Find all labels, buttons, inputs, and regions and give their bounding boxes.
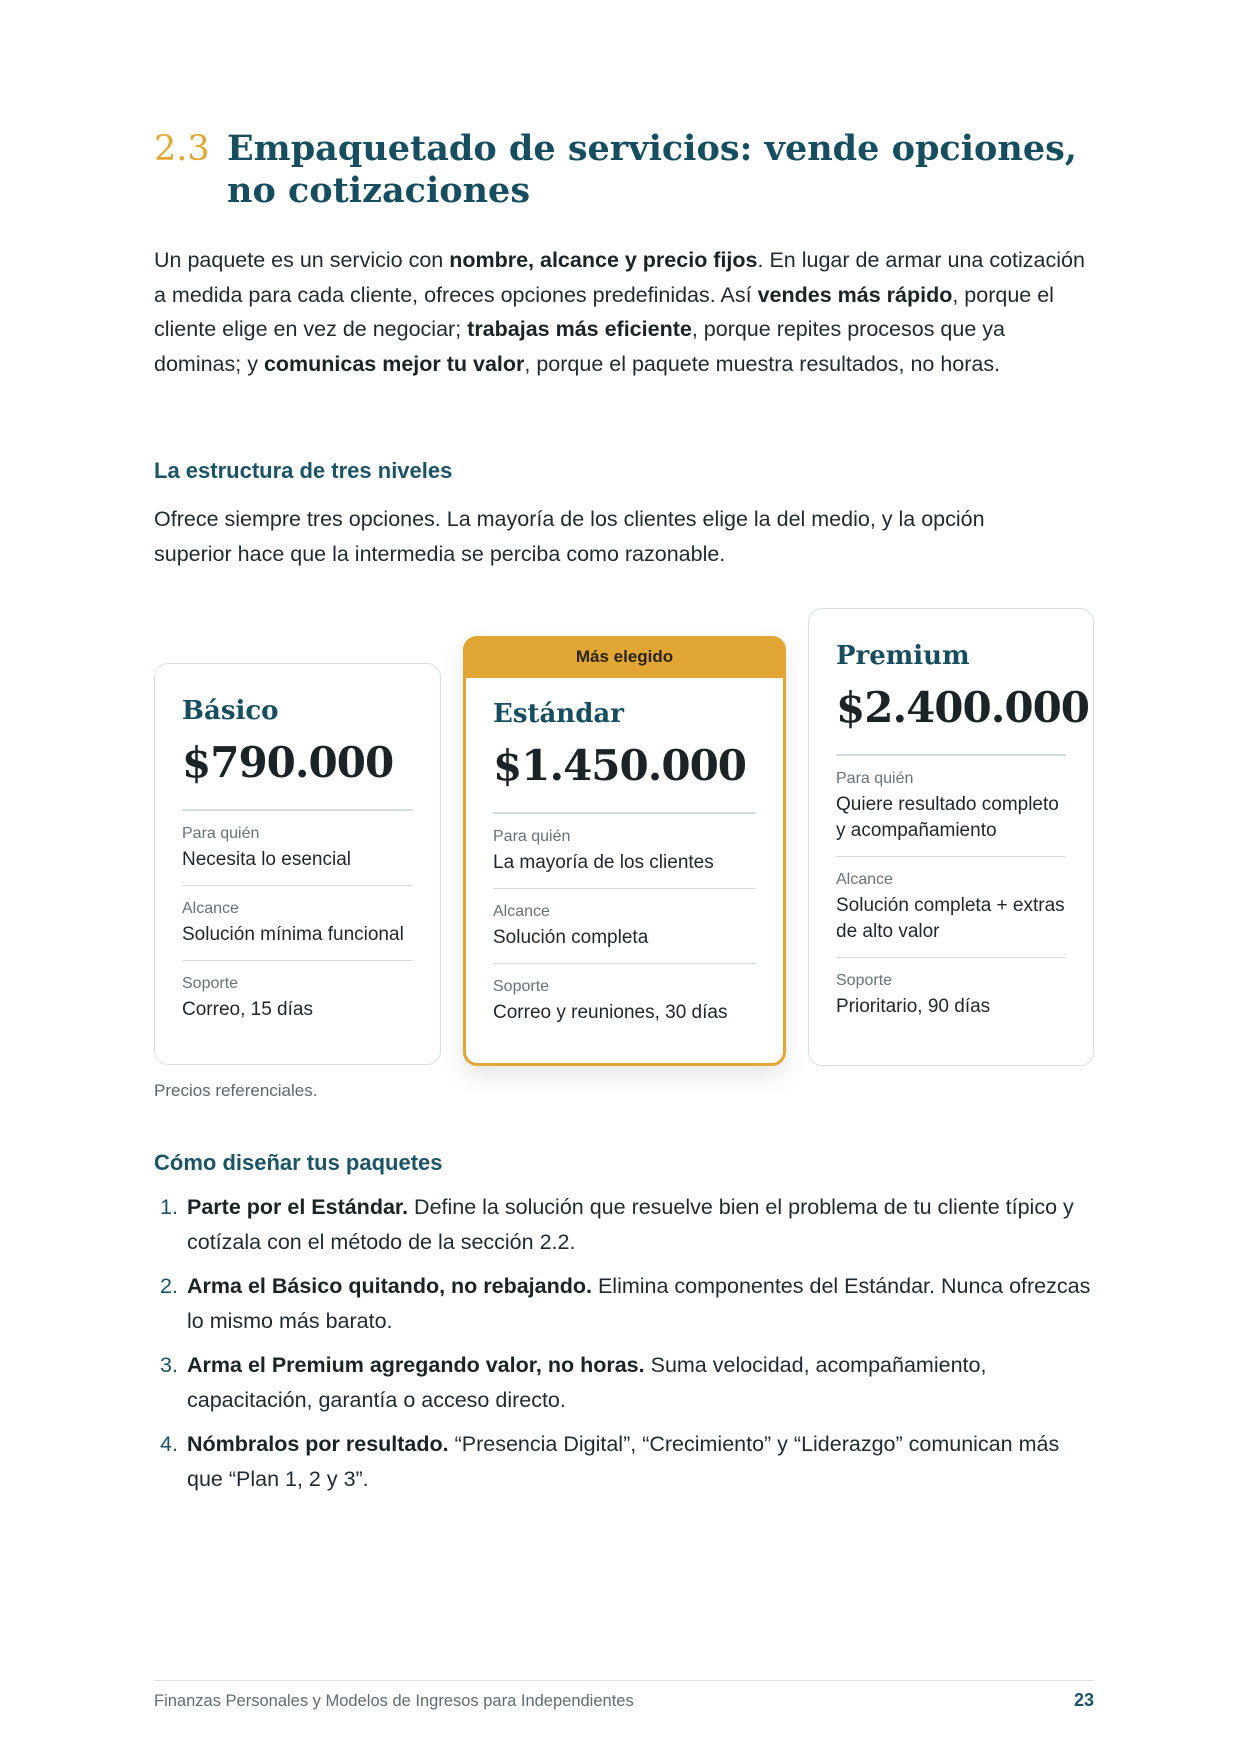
- most-chosen-badge: Más elegido: [463, 636, 786, 678]
- row-label: Soporte: [182, 974, 239, 992]
- plan-row-scope: [182, 886, 413, 961]
- plan-card-standard: [463, 636, 786, 1066]
- plan-name: Estándar: [493, 699, 624, 729]
- row-value: Necesita lo esencial: [182, 848, 351, 870]
- row-value: Correo, 15 días: [182, 998, 313, 1020]
- intro-text-2: . En lugar de armar una cotización a medida para cada cliente, ofreces opciones predefinidas. Así: [154, 248, 1085, 307]
- row-value: Solución completa + extras de alto valor: [836, 894, 1065, 942]
- intro-bold-4: comunicas mejor tu valor: [263, 351, 525, 376]
- plan-row-scope: [493, 889, 756, 964]
- plan-row-for-whom: [493, 814, 756, 889]
- plan-card-premium: [808, 608, 1094, 1066]
- row-label: Para quién: [182, 824, 260, 842]
- list-item: [154, 1348, 1094, 1417]
- plan-price: $790.000: [182, 738, 394, 787]
- list-item: [154, 1427, 1094, 1496]
- prices-note: Precios referenciales.: [154, 1081, 318, 1100]
- list-item: [154, 1269, 1094, 1338]
- row-value: Correo y reuniones, 30 días: [493, 1001, 728, 1023]
- step-number: 4.: [160, 1432, 178, 1456]
- plan-name: Básico: [182, 696, 279, 726]
- plan-price: $1.450.000: [493, 741, 747, 790]
- plan-row-scope: [836, 857, 1066, 958]
- design-heading: Cómo diseñar tus paquetes: [154, 1150, 443, 1175]
- step-number: 1.: [160, 1195, 178, 1219]
- row-value: Quiere resultado completo y acompañamiento: [836, 793, 1059, 841]
- footer-divider: [154, 1680, 1094, 1681]
- step-text: Define la solución que resuelve bien el problema de tu cliente típico y cotízala con el método de la sección 2.2.: [187, 1195, 1074, 1254]
- plan-row-support: [493, 964, 756, 1038]
- step-text: “Presencia Digital”, “Crecimiento” y “Liderazgo” comunican más que “Plan 1, 2 y 3”.: [187, 1432, 1060, 1491]
- plan-price: $2.400.000: [836, 683, 1090, 732]
- row-label: Para quién: [493, 827, 571, 845]
- intro-bold-3: trabajas más eficiente: [467, 317, 692, 341]
- row-label: Alcance: [836, 870, 893, 888]
- row-label: Soporte: [493, 977, 550, 995]
- step-text: Elimina componentes del Estándar. Nunca ofrezcas lo mismo más barato.: [187, 1274, 1091, 1333]
- step-bold: Parte por el Estándar.: [187, 1195, 409, 1219]
- row-value: La mayoría de los clientes: [493, 851, 714, 873]
- row-label: Para quién: [836, 769, 914, 787]
- tiers-heading: La estructura de tres niveles: [154, 458, 453, 483]
- page-number: 23: [1073, 1690, 1094, 1710]
- section-title-text: Empaquetado de servicios: vende opciones, no cotizaciones: [227, 128, 1077, 211]
- footer-book-title: Finanzas Personales y Modelos de Ingresos para Independientes: [154, 1692, 634, 1710]
- row-label: Alcance: [182, 899, 239, 917]
- design-steps-list: [154, 1190, 1094, 1506]
- list-item: [154, 1190, 1094, 1259]
- section-title: [154, 128, 1094, 212]
- plan-card-basic: [154, 663, 441, 1065]
- plan-row-for-whom: [182, 811, 413, 886]
- section-number: 2.3: [154, 129, 210, 169]
- row-value: Prioritario, 90 días: [836, 995, 991, 1017]
- step-bold: Arma el Básico quitando, no rebajando.: [187, 1274, 592, 1298]
- intro-text-4: , porque repites procesos que ya dominas; y: [154, 317, 1005, 376]
- step-number: 3.: [160, 1353, 178, 1377]
- intro-text-3: , porque el cliente elige en vez de negociar;: [154, 282, 1054, 341]
- row-value: Solución mínima funcional: [182, 923, 404, 945]
- plan-row-support: [182, 961, 413, 1035]
- row-value: Solución completa: [493, 926, 649, 948]
- step-text: Suma velocidad, acompañamiento, capacitación, garantía o acceso directo.: [187, 1353, 987, 1412]
- intro-bold-1: nombre, alcance y precio fijos: [449, 248, 758, 272]
- row-label: Soporte: [836, 971, 893, 989]
- step-bold: Nómbralos por resultado.: [187, 1432, 449, 1456]
- step-bold: Arma el Premium agregando valor, no horas.: [187, 1353, 645, 1377]
- plan-row-for-whom: [836, 756, 1066, 857]
- intro-text-1: Un paquete es un servicio con: [154, 248, 450, 272]
- row-label: Alcance: [493, 902, 550, 920]
- plan-name: Premium: [836, 641, 970, 671]
- plan-row-support: [836, 958, 1066, 1032]
- intro-text-5: , porque el paquete muestra resultados, no horas.: [524, 351, 1001, 376]
- intro-paragraph: [154, 243, 1089, 381]
- tiers-paragraph: Ofrece siempre tres opciones. La mayoría de los clientes elige la del medio, y la opción superior hace que la intermedia se perciba como razonable.: [154, 507, 985, 566]
- intro-bold-2: vendes más rápido: [757, 282, 953, 307]
- step-number: 2.: [160, 1274, 178, 1298]
